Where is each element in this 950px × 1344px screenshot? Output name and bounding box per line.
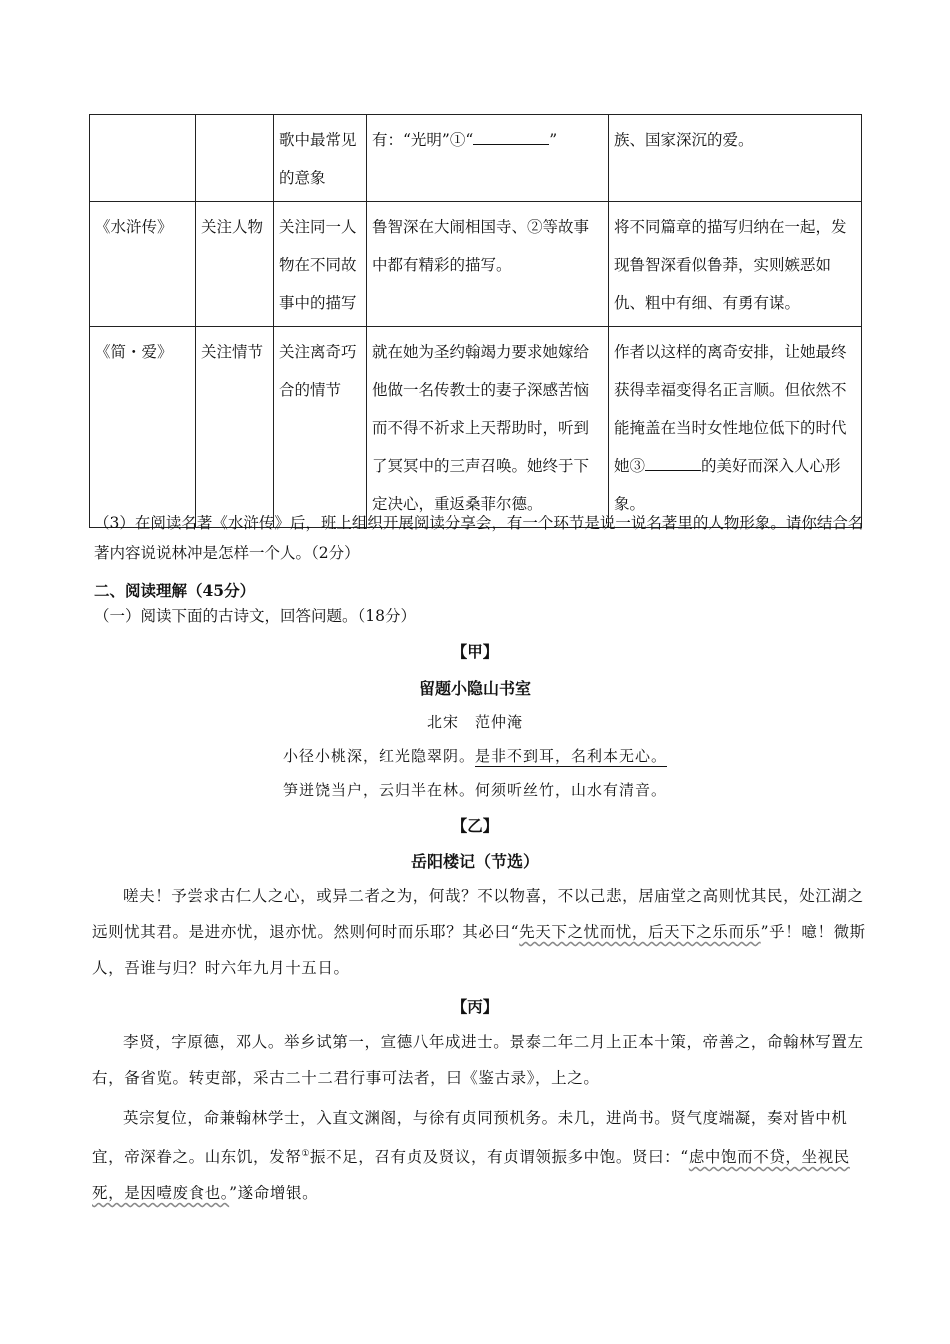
cell-text: 有：“光明”①“	[372, 131, 474, 149]
table-cell: 就在她为圣约翰竭力要求她嫁给他做一名传教士的妻子深感苦恼而不得不祈求上天帮助时，听到了冥冥中的三声召唤。她终于下定决心，重返桑菲尔德。	[367, 327, 609, 528]
cell-text: 作者以这样的离奇安排，让她最终获得幸福变得名正言顺。但依然不能掩盖在当时女性地位低下的时代她③	[614, 343, 847, 475]
bing-paragraph-1: 李贤，字原德，邓人。举乡试第一，宣德八年成进士。景泰二年二月上正本十策，帝善之，命翰林写置左右，备省览。转吏部，采古二十二君行事可法者，曰《鉴古录》，上之。	[92, 1033, 864, 1087]
poem-title: 留题小隐山书室	[418, 679, 531, 698]
bing-paragraph-2	[92, 1100, 867, 1211]
yi-paragraph	[92, 878, 867, 986]
cell-text: 的美好而深入人心形象。	[614, 457, 841, 513]
poem-line-2: 笋迸饶当户，云归半在林。何须听丝竹，山水有清音。	[282, 781, 667, 799]
para-text: 振不足，召有贞及贤议，有贞谓领振多中饱。贤曰：“	[309, 1148, 689, 1167]
underlined-verse: 是非不到耳，名利本无心。	[475, 747, 668, 765]
subsection-title: （一）阅读下面的古诗文，回答问题。（18分）	[94, 607, 416, 625]
cell-text: ”	[549, 131, 558, 149]
reading-table	[89, 114, 862, 528]
table-cell	[196, 115, 274, 202]
essay-title: 岳阳楼记（节选）	[410, 852, 539, 871]
section-title: 二、阅读理解（45分）	[94, 581, 256, 600]
table-cell: 关注离奇巧合的情节	[274, 327, 367, 528]
para-text: 英宗复位，命兼翰林学士，入直文渊阁，与徐有贞同预机务。未几，进尚书。贤气度端凝，奏对皆中机宜，帝深眷之。山东饥，发帑	[92, 1109, 848, 1167]
verse-text: 小径小桃深，红光隐翠阴。	[282, 747, 475, 765]
poem-line-1	[0, 745, 950, 766]
table-row	[90, 327, 862, 528]
question-3: （3）在阅读名著《水浒传》后，班上组织开展阅读分享会，有一个环节是说一说名著里的人物形象。请你结合名著内容说说林冲是怎样一个人。（2分）	[94, 514, 864, 562]
table-cell: 《水浒传》	[90, 202, 196, 327]
table-cell: 族、国家深沉的爱。	[609, 115, 862, 202]
poem-author: 北宋 范仲淹	[426, 713, 523, 731]
yi-tag: 【乙】	[451, 816, 499, 835]
answer-blank-3[interactable]	[645, 452, 701, 471]
table-cell	[609, 327, 862, 528]
footnote-marker: ①	[301, 1149, 310, 1159]
table-cell: 歌中最常见的意象	[274, 115, 367, 202]
para-text: 嗟夫！予尝求古仁人之心，或异二者之为，何哉？不以物喜，不以己悲，居庙堂之高则忧其民，处江湖之远则忧其君。是进亦忧，退亦忧。然则何时而乐耶？其必曰“	[92, 887, 864, 941]
table-cell: 将不同篇章的描写归纳在一起，发现鲁智深看似鲁莽，实则嫉恶如仇、粗中有细、有勇有谋。	[609, 202, 862, 327]
table-row	[90, 202, 862, 327]
para-text: ”遂命增银。	[229, 1184, 319, 1203]
table-cell: 鲁智深在大闹相国寺、②等故事中都有精彩的描写。	[367, 202, 609, 327]
wavy-underlined-text: 先天下之忧而忧，后天下之乐而乐	[519, 923, 761, 941]
table-cell	[367, 115, 609, 202]
table-cell: 关注人物	[196, 202, 274, 327]
table-cell: 关注同一人物在不同故事中的描写	[274, 202, 367, 327]
answer-blank-1[interactable]	[473, 126, 549, 145]
wavy-underlined-text: 虑中饱而不贷，坐视民死，是因噎废食也。	[92, 1148, 850, 1203]
table-cell	[90, 115, 196, 202]
table-row	[90, 115, 862, 202]
jia-tag: 【甲】	[451, 642, 499, 661]
bing-tag: 【丙】	[451, 997, 499, 1016]
para-text: ”乎！噫！微斯人，吾谁与归？时六年九月十五日。	[92, 923, 866, 977]
table-cell: 《简・爱》	[90, 327, 196, 528]
table-cell: 关注情节	[196, 327, 274, 528]
